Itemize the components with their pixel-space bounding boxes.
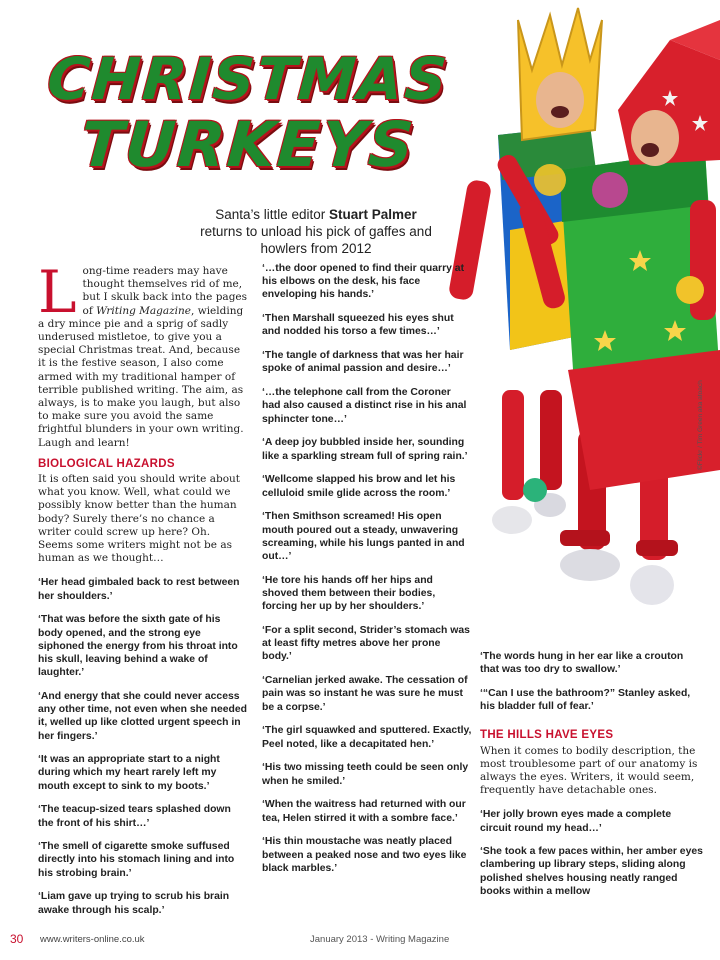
- quote: ‘Her jolly brown eyes made a complete circuit round my head…’: [480, 809, 672, 834]
- section-heading-biological-hazards: BIOLOGICAL HAZARDS: [38, 457, 175, 470]
- standfirst: [196, 206, 436, 257]
- author-name: Stuart Palmer: [329, 207, 417, 222]
- quote: ‘…the telephone call from the Coroner had also caused a distinct rise in his anal sphincter tone…’: [262, 387, 467, 425]
- magazine-name: Writing Magazine: [96, 304, 192, 317]
- quote: ‘That was before the sixth gate of his body opened, and the strong eye siphoned the energy from his throat into his skull, leaving behind a wake of laughter.’: [38, 614, 238, 679]
- quote: ‘…the door opened to find their quarry at his elbows on the desk, his face enveloping his hands.’: [262, 263, 465, 301]
- quote: ‘The words hung in her ear like a crouton that was too dry to swallow.’: [480, 651, 684, 676]
- website-url: www.writers-online.co.uk: [40, 934, 145, 945]
- intro-text-2: , wielding a dry mince pie and a sprig of sadly underused mistletoe, to give you a special Christmas treat. And, because it is the festive season, I also come armed with my traditional hamper of terrible published writing. The aim, as always, is to make you laugh, but also to make sure you avoid the same frightful blunders in your own writing. Laugh and learn!: [38, 304, 244, 449]
- quote: ‘The smell of cigarette smoke suffused directly into his stomach lining and into his strobing brain.’: [38, 841, 235, 879]
- photo-credit: ©Flickr / Tim Green aka atoach: [697, 380, 704, 470]
- quote: ‘Her head gimbaled back to rest between her shoulders.’: [38, 577, 240, 602]
- drop-cap: L: [38, 258, 77, 326]
- issue-info: January 2013 - Writing Magazine: [310, 934, 450, 945]
- quote: ‘And energy that she could never access any other time, not even when she needed it, welled up like clotted urgent speech in her fingers.’: [38, 690, 248, 742]
- column-3: [480, 650, 705, 909]
- quote: ‘His two missing teeth could be seen only when he smiled.’: [262, 762, 469, 787]
- title-line-1: CHRISTMAS: [45, 45, 451, 113]
- section-heading-hills-have-eyes: THE HILLS HAVE EYES: [480, 729, 614, 742]
- quote: ‘Then Marshall squeezed his eyes shut and nodded his torso a few times…’: [262, 313, 454, 338]
- page-footer: [0, 930, 720, 952]
- quote: ‘His thin moustache was neatly placed between a peaked nose and two eyes like black marbles.’: [262, 836, 467, 874]
- quote: ‘The tangle of darkness that was her hair spoke of animal passion and desire…’: [262, 350, 464, 375]
- column-1: [38, 258, 248, 927]
- standfirst-after: returns to unload his pick of gaffes and howlers from 2012: [200, 224, 432, 256]
- quote: ‘“Can I use the bathroom?” Stanley asked, his bladder full of fear.’: [480, 687, 691, 713]
- quote: ‘A deep joy bubbled inside her, sounding like a sparkling stream full of spring rain.’: [262, 437, 468, 462]
- page-number: 30: [10, 932, 24, 946]
- intro-text-1: ong-time readers may have thought themselves rid of me, but I skulk back into the pages of: [82, 265, 248, 317]
- intro-paragraph: [38, 258, 248, 450]
- article-title: [38, 45, 458, 181]
- title-line-2: TURKEYS: [78, 108, 418, 181]
- standfirst-before: Santa’s little editor: [215, 207, 330, 222]
- quote: ‘He tore his hands off her hips and shoved them between their bodies, forcing her up by her shoulders.’: [262, 574, 436, 613]
- quote: ‘For a split second, Strider’s stomach was at least fifty metres above her prone body.’: [262, 625, 470, 663]
- quote: ‘When the waitress had returned with our tea, Helen stirred it with a sombre face.’: [262, 799, 466, 824]
- quote: ‘The girl squawked and sputtered. Exactly, Peel noted, like a decapitated hen.’: [262, 725, 472, 750]
- section-2-body: When it comes to bodily description, the most troublesome part of our anatomy is always the eyes. Writers, it would seem, frequently have detachable ones.: [480, 744, 698, 797]
- quote: ‘Liam gave up trying to scrub his brain awake through his scalp.’: [38, 891, 230, 916]
- quote: ‘She took a few paces within, her amber eyes clambering up library steps, sliding along polished shelves housing neatly ranged books within a mellow: [480, 846, 703, 897]
- quote: ‘It was an appropriate start to a night during which my heart rarely left my mouth except to sink to my boots.’: [38, 754, 220, 792]
- column-2: [262, 262, 472, 886]
- quote: ‘The teacup-sized tears splashed down the front of his shirt…’: [38, 804, 231, 829]
- quote: ‘Wellcome slapped his brow and let his celluloid smile glide across the room.’: [262, 474, 456, 499]
- section-1-body: It is often said you should write about what you know. Well, what could we possibly know better than the human body? Surely there’s no chance a writer could screw up here? Oh. Seems some writers might not be as human as we thought…: [38, 473, 241, 565]
- quote: ‘Then Smithson screamed! His open mouth poured out a steady, unwavering screaming, while his lungs panted in and out…’: [262, 511, 465, 563]
- quote: ‘Carnelian jerked awake. The cessation of pain was so instant he was sure he must be a corpse.’: [262, 675, 468, 713]
- photo-cracker-costumes: [440, 0, 720, 610]
